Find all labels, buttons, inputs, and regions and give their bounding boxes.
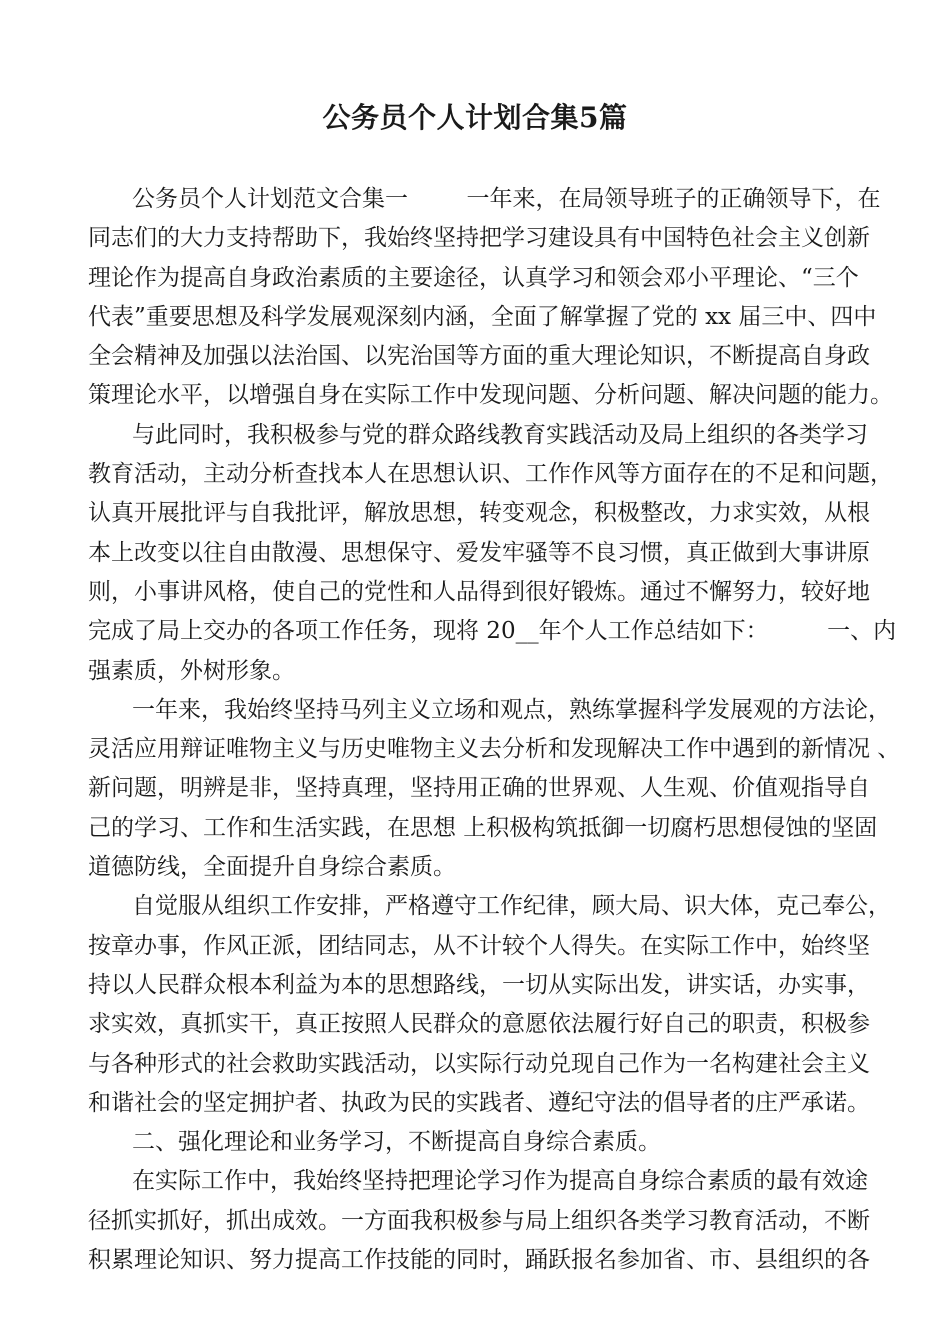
text-line: 本上改变以往自由散漫、思想保守、爱发牢骚等不良习惯，真正做到大事讲原	[88, 539, 870, 566]
text-line: 二、强化理论和业务学习，不断提高自身综合素质。	[132, 1129, 661, 1156]
text-line: 按章办事，作风正派，团结同志，从不计较个人得失。在实际工作中，始终坚	[88, 932, 870, 959]
text-line: 灵活应用辩证唯物主义与历史唯物主义去分析和发现解决工作中遇到的新情况 、	[88, 736, 901, 763]
text-line: 与各种形式的社会救助实践活动，以实际行动兑现自己作为一名构建社会主义	[88, 1050, 870, 1077]
document-body	[88, 180, 901, 1280]
text-line: 一年来，我始终坚持马列主义立场和观点，熟练掌握科学发展观的方法论，	[132, 696, 891, 723]
text-line: 完成了局上交办的各项工作任务，现将 20__年个人工作总结如下： 一、内	[88, 618, 897, 645]
text-line: 积累理论知识、努力提高工作技能的同时，踊跃报名参加省、市、县组织的各	[88, 1247, 870, 1274]
text-line: 强素质，外树形象。	[88, 657, 295, 684]
text-line: 在实际工作中，我始终坚持把理论学习作为提高自身综合素质的最有效途	[132, 1168, 868, 1195]
text-line: 理论作为提高自身政治素质的主要途径，认真学习和领会邓小平理论、“三个	[88, 264, 859, 291]
text-line: 策理论水平，以增强自身在实际工作中发现问题、分析问题、解决问题的能力。	[88, 382, 893, 409]
text-line: 和谐社会的坚定拥护者、执政为民的实践者、遵纪守法的倡导者的庄严承诺。	[88, 1089, 870, 1116]
text-line: 道德防线，全面提升自身综合素质。	[88, 854, 456, 881]
text-line: 新问题，明辨是非，坚持真理，坚持用正确的世界观、人生观、价值观指导自	[88, 775, 870, 802]
text-line: 与此同时，我积极参与党的群众路线教育实践活动及局上组织的各类学习	[132, 421, 868, 448]
text-line: 教育活动，主动分析查找本人在思想认识、工作作风等方面存在的不足和问题，	[88, 461, 893, 488]
text-line: 全会精神及加强以法治国、以宪治国等方面的重大理论知识，不断提高自身政	[88, 343, 870, 370]
text-line: 持以人民群众根本利益为本的思想路线，一切从实际出发，讲实话，办实事，	[88, 971, 870, 998]
document-title: 公务员个人计划合集5篇	[322, 101, 628, 134]
text-line: 求实效，真抓实干，真正按照人民群众的意愿依法履行好自己的职责，积极参	[88, 1011, 870, 1038]
text-line: 公务员个人计划范文合集一 一年来，在局领导班子的正确领导下，在	[132, 186, 881, 212]
text-line: 自觉服从组织工作安排，严格遵守工作纪律，顾大局、识大体，克己奉公，	[132, 893, 891, 920]
text-line: 同志们的大力支持帮助下，我始终坚持把学习建设具有中国特色社会主义创新	[88, 225, 870, 252]
text-line: 代表”重要思想及科学发展观深刻内涵，全面了解掌握了党的 xx 届三中、四中	[88, 303, 877, 330]
text-line: 己的学习、工作和生活实践，在思想 上积极构筑抵御一切腐朽思想侵蚀的坚固	[88, 814, 878, 841]
text-line: 认真开展批评与自我批评，解放思想，转变观念，积极整改，力求实效，从根	[88, 500, 870, 527]
text-line: 径抓实抓好，抓出成效。一方面我积极参与局上组织各类学习教育活动，不断	[88, 1207, 870, 1234]
text-line: 则，小事讲风格，使自己的党性和人品得到很好锻炼。通过不懈努力，较好地	[88, 578, 870, 605]
